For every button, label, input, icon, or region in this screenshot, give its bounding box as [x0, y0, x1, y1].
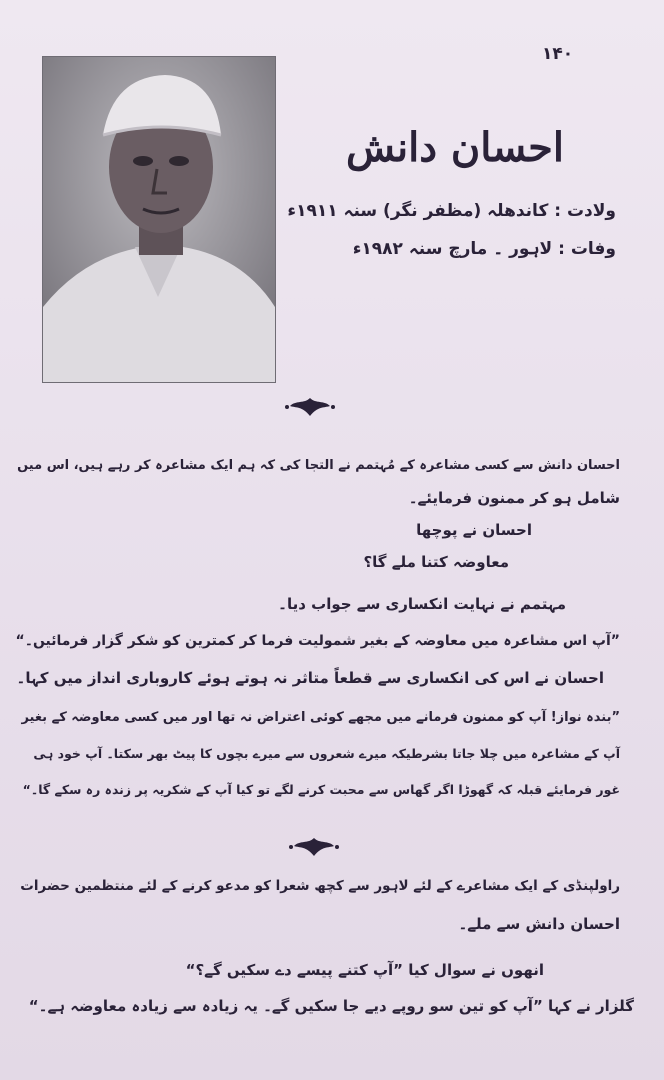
ornament-divider-icon	[284, 396, 336, 418]
anecdote-1-line-3: احسان نے پوچھا	[416, 521, 532, 539]
anecdote-2-line-1: راولپنڈی کے ایک مشاعرے کے لئے لاہور سے کچھ شعرا کو مدعو کرنے کے لئے منتظمین حضرات	[20, 878, 620, 894]
anecdote-1-line-5: مہتمم نے نہایت انکساری سے جواب دیا۔	[278, 595, 566, 613]
author-portrait-photo	[42, 56, 276, 383]
anecdote-1-line-4: معاوضہ کتنا ملے گا؟	[363, 553, 509, 571]
ornament-divider-icon	[288, 836, 340, 858]
anecdote-1-line-8: ”بندہ نواز! آپ کو ممنون فرمانے میں مجھے کوئی اعتراض نہ تھا اور میں کسی معاوضہ کے بغیر	[21, 710, 620, 725]
poet-name-heading: احسان دانش	[345, 124, 565, 171]
anecdote-1-line-6: ”آپ اس مشاعرہ میں معاوضہ کے بغیر شمولیت فرما کر کمترین کو شکر گزار فرمائیں۔“	[15, 633, 620, 649]
anecdote-2-line-4: گلزار نے کہا ”آپ کو تین سو روپے دیے جا سکیں گے۔ یہ زیادہ سے زیادہ معاوضہ ہے۔“	[28, 997, 634, 1015]
death-info: وفات : لاہور ۔ مارچ سنہ ۱۹۸۲ء	[352, 239, 616, 259]
anecdote-1-line-1: احسان دانش سے کسی مشاعرہ کے مُہتمم نے التجا کی کہ ہم ایک مشاعرہ کر رہے ہیں، اس میں	[17, 458, 620, 473]
anecdote-2-line-3: انھوں نے سوال کیا ”آپ کتنے پیسے دے سکیں گے؟“	[185, 961, 544, 979]
anecdote-2-line-2: احسان دانش سے ملے۔	[458, 915, 620, 933]
anecdote-1-line-10: غور فرمایئے قبلہ کہ گھوڑا اگر گھاس سے محبت کرنے لگے تو کیا آپ کے شکریہ پر زندہ رہ سکے گا۔“	[22, 782, 620, 797]
page-number: ١۴٠	[542, 44, 574, 64]
birth-info: ولادت : کاندھلہ (مظفر نگر) سنہ ۱۹۱۱ء	[287, 201, 616, 221]
anecdote-1-line-2: شامل ہو کر ممنون فرمایئے۔	[408, 489, 620, 507]
anecdote-1-line-7: احسان نے اس کی انکساری سے قطعاً متاثر نہ ہوتے ہوئے کاروباری انداز میں کہا۔	[16, 669, 604, 687]
anecdote-1-line-9: آپ کے مشاعرہ میں چلا جاتا بشرطیکہ میرے شعروں سے میرے بچوں کا پیٹ بھر سکتا۔ آپ خود ہی	[33, 746, 620, 761]
